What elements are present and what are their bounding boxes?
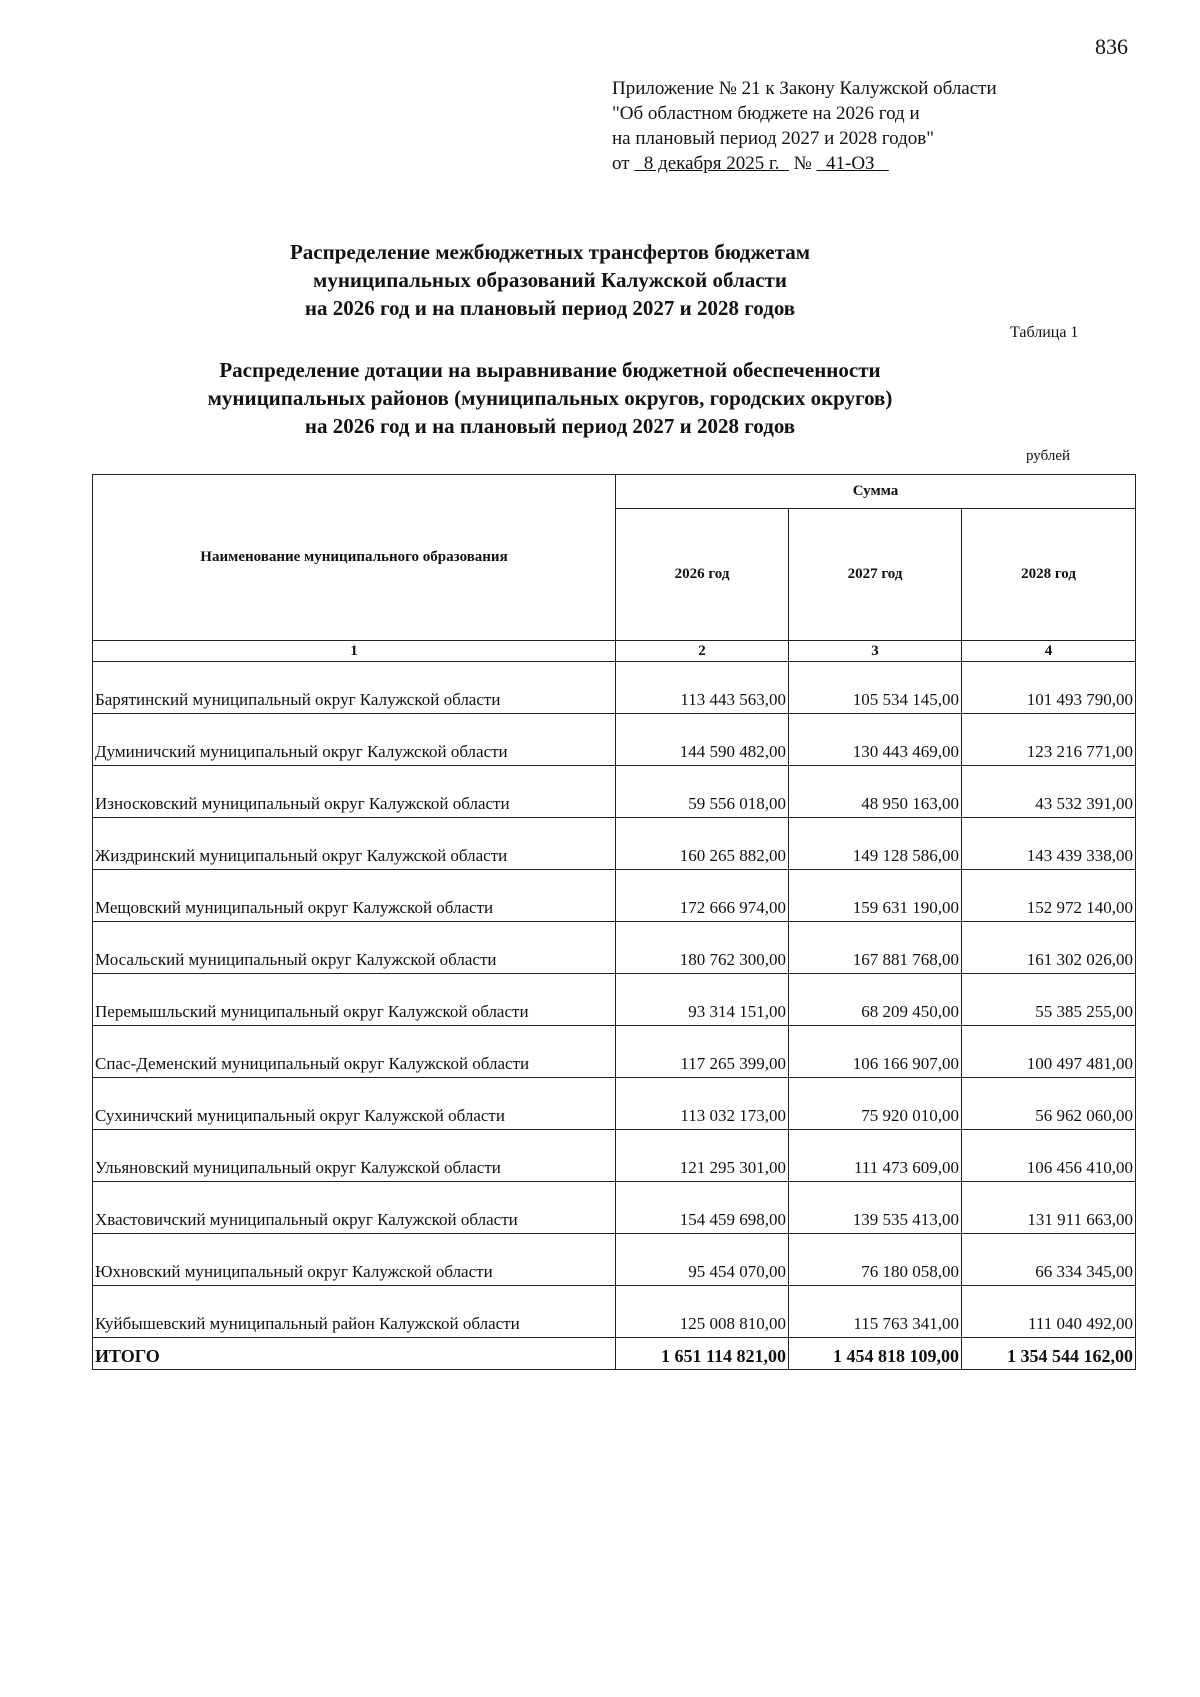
municipality-name: Думиничский муниципальный округ Калужской области	[93, 714, 616, 766]
amount-2028: 152 972 140,00	[962, 870, 1136, 922]
amount-2028: 123 216 771,00	[962, 714, 1136, 766]
appendix-line-3: на плановый период 2027 и 2028 годов"	[612, 128, 934, 149]
from-label: от	[612, 153, 630, 174]
amount-2026: 95 454 070,00	[616, 1234, 789, 1286]
main-title-line-2: муниципальных образований Калужской области	[313, 268, 787, 292]
amount-2026: 117 265 399,00	[616, 1026, 789, 1078]
name-column-header: Наименование муниципального образования	[93, 475, 616, 641]
year-header-2027: 2027 год	[789, 509, 962, 641]
amount-2028: 161 302 026,00	[962, 922, 1136, 974]
table-row	[93, 1130, 1136, 1182]
municipality-name: Барятинский муниципальный округ Калужской области	[93, 662, 616, 714]
amount-2026: 113 032 173,00	[616, 1078, 789, 1130]
main-title-line-3: на 2026 год и на плановый период 2027 и 2028 годов	[304, 296, 796, 320]
sub-title	[0, 356, 1150, 440]
table-row	[93, 1234, 1136, 1286]
amount-2027: 48 950 163,00	[789, 766, 962, 818]
total-2028: 1 354 544 162,00	[962, 1338, 1136, 1370]
amount-2026: 154 459 698,00	[616, 1182, 789, 1234]
appendix-header	[612, 76, 997, 176]
sum-header: Сумма	[616, 475, 1136, 509]
table-row	[93, 1026, 1136, 1078]
table-row	[93, 1182, 1136, 1234]
municipality-name: Мосальский муниципальный округ Калужской области	[93, 922, 616, 974]
municipality-name: Спас-Деменский муниципальный округ Калужской области	[93, 1026, 616, 1078]
total-2026: 1 651 114 821,00	[616, 1338, 789, 1370]
column-number-4: 4	[962, 641, 1136, 662]
municipality-name: Юхновский муниципальный округ Калужской области	[93, 1234, 616, 1286]
total-row	[93, 1338, 1136, 1370]
amount-2027: 111 473 609,00	[789, 1130, 962, 1182]
amount-2027: 76 180 058,00	[789, 1234, 962, 1286]
table-row	[93, 766, 1136, 818]
amount-2028: 56 962 060,00	[962, 1078, 1136, 1130]
subsidy-table	[92, 474, 1136, 1370]
year-header-2026: 2026 год	[616, 509, 789, 641]
municipality-name: Сухиничский муниципальный округ Калужской области	[93, 1078, 616, 1130]
table-label: Таблица 1	[1010, 324, 1079, 341]
amount-2027: 115 763 341,00	[789, 1286, 962, 1338]
column-number-2: 2	[616, 641, 789, 662]
amount-2026: 144 590 482,00	[616, 714, 789, 766]
municipality-name: Перемышльский муниципальный округ Калужской области	[93, 974, 616, 1026]
table-row	[93, 922, 1136, 974]
sub-title-line-3: на 2026 год и на плановый период 2027 и 2028 годов	[304, 414, 796, 438]
total-2027: 1 454 818 109,00	[789, 1338, 962, 1370]
amount-2026: 125 008 810,00	[616, 1286, 789, 1338]
amount-2028: 55 385 255,00	[962, 974, 1136, 1026]
amount-2027: 149 128 586,00	[789, 818, 962, 870]
municipality-name: Хвастовичский муниципальный округ Калужской области	[93, 1182, 616, 1234]
sub-title-line-2: муниципальных районов (муниципальных округов, городских округов)	[207, 386, 893, 410]
table-row	[93, 1078, 1136, 1130]
unit-label: рублей	[1026, 448, 1071, 464]
amount-2026: 59 556 018,00	[616, 766, 789, 818]
table-row	[93, 870, 1136, 922]
table-row	[93, 714, 1136, 766]
appendix-line-4	[612, 151, 997, 176]
amount-2028: 43 532 391,00	[962, 766, 1136, 818]
year-header-2028: 2028 год	[962, 509, 1136, 641]
municipality-name: Куйбышевский муниципальный район Калужской области	[93, 1286, 616, 1338]
column-number-1: 1	[93, 641, 616, 662]
amount-2027: 139 535 413,00	[789, 1182, 962, 1234]
table-row	[93, 1286, 1136, 1338]
amount-2028: 131 911 663,00	[962, 1182, 1136, 1234]
law-date: 8 декабря 2025 г.	[643, 153, 780, 174]
main-title	[0, 238, 1150, 322]
appendix-line-1: Приложение № 21 к Закону Калужской области	[612, 78, 997, 99]
column-number-3: 3	[789, 641, 962, 662]
amount-2028: 143 439 338,00	[962, 818, 1136, 870]
table-row	[93, 662, 1136, 714]
law-number: 41-ОЗ	[826, 153, 875, 174]
amount-2026: 113 443 563,00	[616, 662, 789, 714]
main-title-line-1: Распределение межбюджетных трансфертов бюджетам	[289, 240, 811, 264]
total-label: ИТОГО	[93, 1338, 616, 1370]
amount-2027: 106 166 907,00	[789, 1026, 962, 1078]
amount-2026: 121 295 301,00	[616, 1130, 789, 1182]
page-number: 836	[1095, 34, 1128, 59]
amount-2027: 105 534 145,00	[789, 662, 962, 714]
number-label: №	[793, 153, 812, 174]
municipality-name: Мещовский муниципальный округ Калужской области	[93, 870, 616, 922]
municipality-name: Износковский муниципальный округ Калужской области	[93, 766, 616, 818]
amount-2027: 159 631 190,00	[789, 870, 962, 922]
amount-2028: 106 456 410,00	[962, 1130, 1136, 1182]
table-body	[93, 662, 1136, 1338]
amount-2026: 93 314 151,00	[616, 974, 789, 1026]
amount-2028: 100 497 481,00	[962, 1026, 1136, 1078]
amount-2027: 167 881 768,00	[789, 922, 962, 974]
municipality-name: Ульяновский муниципальный округ Калужской области	[93, 1130, 616, 1182]
amount-2028: 66 334 345,00	[962, 1234, 1136, 1286]
amount-2027: 130 443 469,00	[789, 714, 962, 766]
amount-2028: 111 040 492,00	[962, 1286, 1136, 1338]
amount-2028: 101 493 790,00	[962, 662, 1136, 714]
table-row	[93, 818, 1136, 870]
amount-2026: 180 762 300,00	[616, 922, 789, 974]
amount-2027: 75 920 010,00	[789, 1078, 962, 1130]
sub-title-line-1: Распределение дотации на выравнивание бюджетной обеспеченности	[219, 358, 881, 382]
amount-2026: 160 265 882,00	[616, 818, 789, 870]
municipality-name: Жиздринский муниципальный округ Калужской области	[93, 818, 616, 870]
appendix-line-2: "Об областном бюджете на 2026 год и	[612, 103, 920, 124]
amount-2026: 172 666 974,00	[616, 870, 789, 922]
amount-2027: 68 209 450,00	[789, 974, 962, 1026]
table-row	[93, 974, 1136, 1026]
